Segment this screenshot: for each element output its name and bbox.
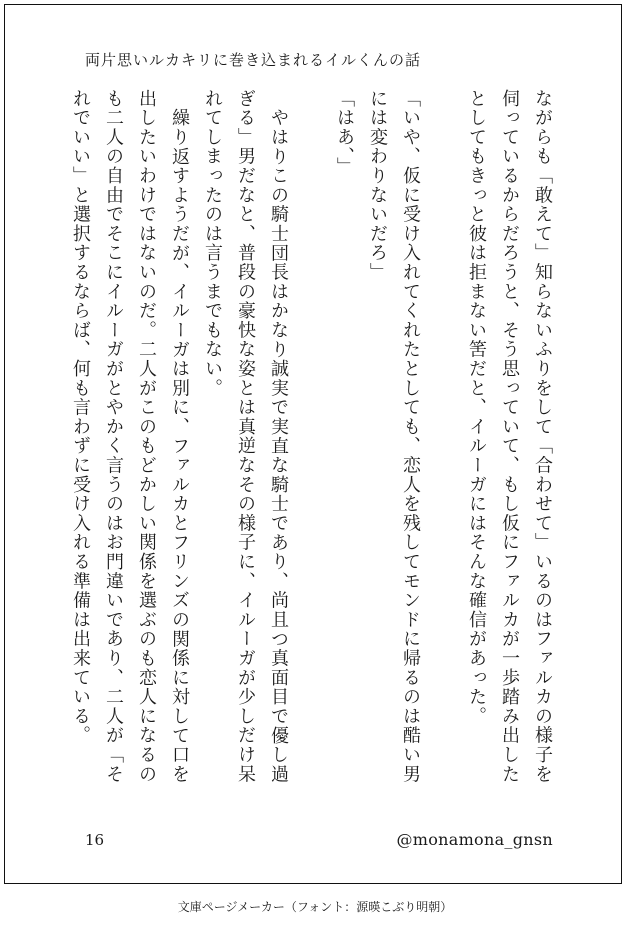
generator-credit: 文庫ページメーカー（フォント：源暎こぶり明朝）: [177, 900, 453, 914]
blank-line: [427, 89, 460, 795]
vertical-text-body: [70, 89, 559, 795]
paragraph-text: 繰り返すようだが、イルーガは別に、ファルカとフリンズの関係に対して口を出したいわけではないのだ。二人がこのもどかしい関係を選ぶのも恋人になるのも二人の自由でそこにイルーガがとやかく言うのはお門違いであり、二人が「それでいい」と選択するならば、何も言わずに受け入れる準備は出来ている。: [70, 89, 190, 784]
page-frame: [4, 4, 622, 884]
paragraph: ながらも「敢えて」知らないふりをして「合わせて」いるのはファルカの様子を伺っているからだろうと、そう思っていて、もし仮にファルカが一歩踏み出したとしてもきっと彼は拒まない筈だと、イルーガにはそんな確信があった。: [466, 89, 553, 784]
page-number: 16: [85, 831, 105, 849]
blank-line: [295, 89, 328, 795]
paragraph: [64, 89, 196, 795]
book-title: 両片思いルカキリに巻き込まれるイルくんの話: [85, 51, 422, 69]
author-handle: @monamona_gnsn: [396, 830, 553, 849]
dialogue-line: 「いや、仮に受け入れてくれたとしても、恋人を残してモンドに帰るのは酷い男には変わりないだろ」: [367, 89, 421, 784]
dialogue-line: 「はあ、」: [334, 89, 355, 177]
paragraph-text: やはりこの騎士団長はかなり誠実で実直な騎士であり、尚且つ真面目で優し過ぎる」男だなと、普段の豪快な姿とは真逆なその様子に、イルーガが少しだけ呆れてしまったのは言うまでもない。: [202, 89, 289, 784]
paragraph: [196, 89, 295, 795]
